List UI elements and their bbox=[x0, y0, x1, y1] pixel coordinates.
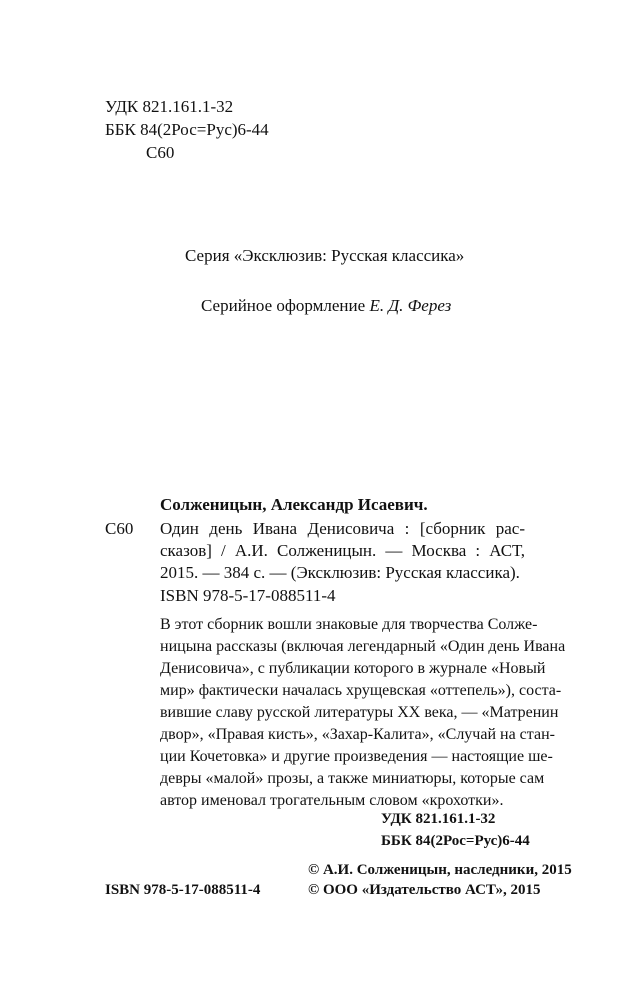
annotation-line: ции Кочетовка» и другие произведения — настоящие ше- bbox=[160, 748, 553, 765]
record-isbn: ISBN 978-5-17-088511-4 bbox=[160, 586, 336, 605]
annotation-line: автор именовал трогательным словом «крохотки». bbox=[160, 792, 504, 809]
record-author: Солженицын, Александр Исаевич. bbox=[160, 495, 428, 514]
record-code: С60 bbox=[105, 519, 134, 538]
copyright-author: © А.И. Солженицын, наследники, 2015 bbox=[308, 862, 572, 878]
annotation-line: двор», «Правая кисть», «Захар-Калита», «Случай на стан- bbox=[160, 726, 555, 743]
series-line: Серия «Эксклюзив: Русская классика» bbox=[185, 246, 465, 265]
design-credit bbox=[201, 295, 451, 317]
record-line: Один день Ивана Денисовича : [сборник рас- bbox=[160, 519, 525, 538]
annotation bbox=[160, 614, 566, 812]
record-description bbox=[160, 518, 525, 584]
bbk-top: ББК 84(2Рос=Рус)6-44 bbox=[105, 120, 269, 139]
udk-bottom: УДК 821.161.1-32 bbox=[381, 811, 496, 827]
footer-isbn: ISBN 978-5-17-088511-4 bbox=[105, 882, 261, 898]
annotation-line: вившие славу русской литературы XX века, — «Матренин bbox=[160, 704, 559, 721]
bbk-bottom: ББК 84(2Рос=Рус)6-44 bbox=[381, 833, 530, 849]
record-line: 2015. — 384 с. — (Эксклюзив: Русская классика). bbox=[160, 563, 520, 582]
annotation-line: мир» фактически началась хрущевская «оттепель»), соста- bbox=[160, 682, 562, 699]
annotation-line: ницына рассказы (включая легендарный «Один день Ивана bbox=[160, 638, 566, 655]
annotation-line: Денисовича», с публикации которого в журнале «Новый bbox=[160, 660, 546, 677]
annotation-line: девры «малой» прозы, а также миниатюры, которые сам bbox=[160, 770, 545, 787]
copyright-publisher: © ООО «Издательство АСТ», 2015 bbox=[308, 882, 541, 898]
annotation-line: В этот сборник вошли знаковые для творчества Солже- bbox=[160, 616, 538, 633]
udk-top: УДК 821.161.1-32 bbox=[105, 97, 234, 116]
author-code-top: С60 bbox=[146, 143, 175, 162]
record-line: сказов] / А.И. Солженицын. — Москва : АСТ, bbox=[160, 541, 525, 560]
design-label: Серийное оформление bbox=[201, 296, 366, 315]
designer-name: Е. Д. Ферез bbox=[369, 296, 452, 315]
